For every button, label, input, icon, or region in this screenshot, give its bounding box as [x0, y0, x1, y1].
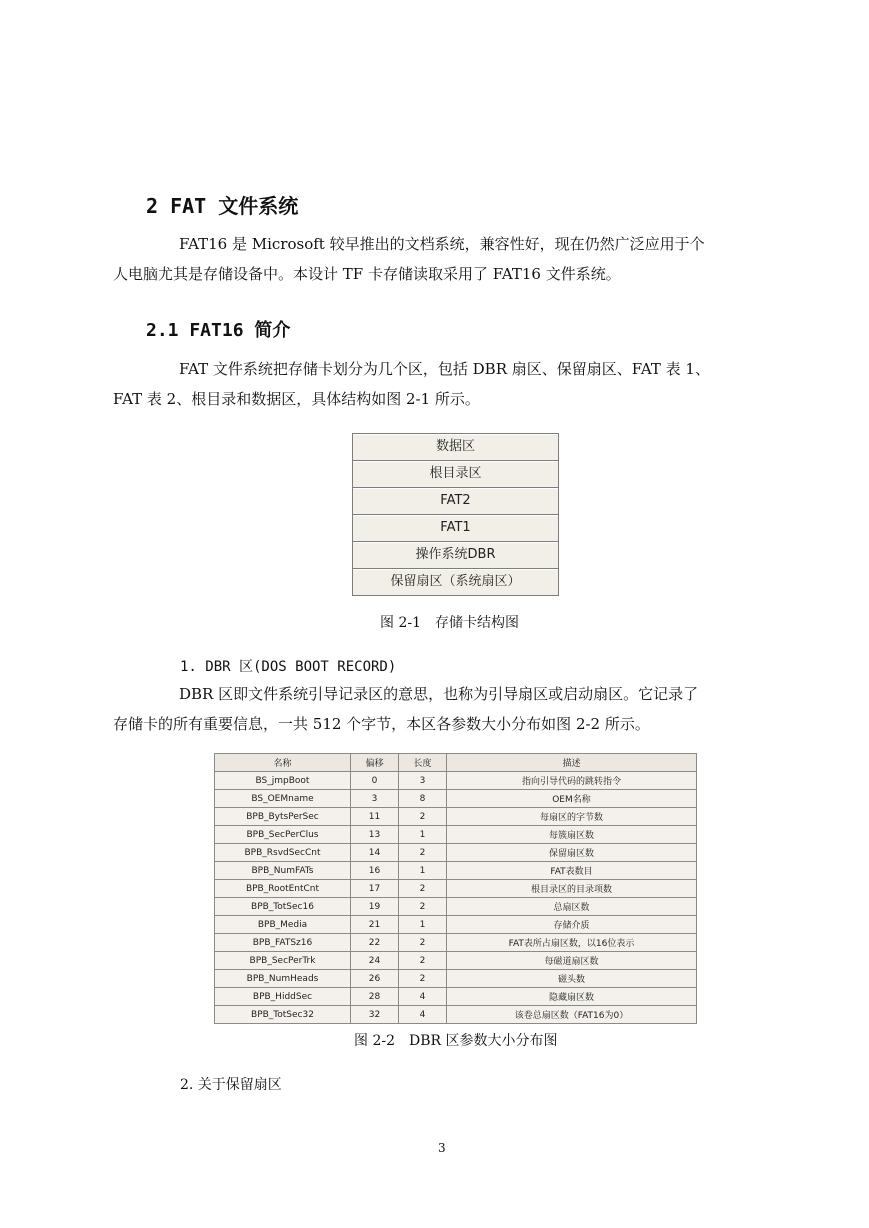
figure-cell-dbr: 操作系统DBR — [353, 542, 558, 569]
table-cell-offset: 17 — [351, 880, 399, 898]
table-cell-offset: 21 — [351, 916, 399, 934]
table-row — [215, 916, 697, 934]
table-cell-name: BPB_HiddSec — [215, 988, 351, 1006]
table-cell-length: 3 — [399, 772, 447, 790]
dbr-line-1: DBR 区即文件系统引导记录区的意思，也称为引导扇区或启动扇区。它记录了 — [179, 685, 699, 703]
table-cell-length: 2 — [399, 808, 447, 826]
table-cell-length: 2 — [399, 880, 447, 898]
table-cell-length: 2 — [399, 844, 447, 862]
table-row — [215, 880, 697, 898]
table-row — [215, 844, 697, 862]
table-cell-offset: 19 — [351, 898, 399, 916]
dbr-line-2: 存储卡的所有重要信息，一共 512 个字节，本区各参数大小分布如图 2-2 所示。 — [113, 715, 650, 733]
table-cell-offset: 11 — [351, 808, 399, 826]
table-cell-name: BPB_SecPerTrk — [215, 952, 351, 970]
intro-line-1: FAT16 是 Microsoft 较早推出的文档系统，兼容性好，现在仍然广泛应用于个 — [179, 235, 705, 253]
table-cell-description: 保留扇区数 — [447, 844, 697, 862]
table-cell-name: BPB_NumFATs — [215, 862, 351, 880]
table-cell-name: BS_jmpBoot — [215, 772, 351, 790]
table-cell-name: BPB_TotSec32 — [215, 1006, 351, 1024]
header-description: 描述 — [447, 754, 697, 772]
figure2-caption: 图 2-2 DBR 区参数大小分布图 — [354, 1033, 558, 1049]
table-cell-length: 2 — [399, 970, 447, 988]
storage-structure-figure — [352, 433, 559, 596]
figure-cell-fat1: FAT1 — [353, 515, 558, 542]
table-cell-offset: 16 — [351, 862, 399, 880]
table-cell-description: 指向引导代码的跳转指令 — [447, 772, 697, 790]
item1-title: 1. DBR 区(DOS BOOT RECORD) — [180, 659, 397, 675]
table-row — [215, 934, 697, 952]
table-cell-description: FAT表数目 — [447, 862, 697, 880]
fat-paragraph — [113, 354, 756, 414]
table-cell-offset: 28 — [351, 988, 399, 1006]
subsection-heading: 2.1 FAT16 简介 — [146, 320, 291, 341]
table-row — [215, 988, 697, 1006]
table-row — [215, 808, 697, 826]
table-row — [215, 862, 697, 880]
table-cell-length: 2 — [399, 952, 447, 970]
table-cell-length: 1 — [399, 916, 447, 934]
table-cell-length: 1 — [399, 862, 447, 880]
header-offset: 偏移 — [351, 754, 399, 772]
intro-line-2: 人电脑尤其是存储设备中。本设计 TF 卡存储读取采用了 FAT16 文件系统。 — [113, 265, 621, 283]
table-cell-description: 存储介质 — [447, 916, 697, 934]
table-cell-description: 磁头数 — [447, 970, 697, 988]
table-cell-description: 隐藏扇区数 — [447, 988, 697, 1006]
table-cell-offset: 3 — [351, 790, 399, 808]
header-name: 名称 — [215, 754, 351, 772]
table-cell-description: 每扇区的字节数 — [447, 808, 697, 826]
fat-line-1: FAT 文件系统把存储卡划分为几个区，包括 DBR 扇区、保留扇区、FAT 表 1、 — [179, 360, 710, 378]
table-row — [215, 1006, 697, 1024]
table-row — [215, 970, 697, 988]
fat-line-2: FAT 表 2、根目录和数据区，具体结构如图 2-1 所示。 — [113, 390, 480, 408]
table-header-row — [215, 754, 697, 772]
table-cell-description: 总扇区数 — [447, 898, 697, 916]
table-cell-name: BPB_NumHeads — [215, 970, 351, 988]
table-row — [215, 826, 697, 844]
table-cell-offset: 24 — [351, 952, 399, 970]
header-length: 长度 — [399, 754, 447, 772]
table-row — [215, 952, 697, 970]
table-cell-name: BPB_FATSz16 — [215, 934, 351, 952]
table-cell-name: BPB_Media — [215, 916, 351, 934]
table-row — [215, 790, 697, 808]
table-cell-length: 2 — [399, 934, 447, 952]
table-row — [215, 772, 697, 790]
section-heading: 2 FAT 文件系统 — [146, 194, 299, 218]
table-row — [215, 898, 697, 916]
table-cell-name: BPB_SecPerClus — [215, 826, 351, 844]
table-cell-offset: 22 — [351, 934, 399, 952]
table-cell-description: 每磁道扇区数 — [447, 952, 697, 970]
intro-paragraph — [113, 229, 756, 289]
figure-cell-root-dir: 根目录区 — [353, 461, 558, 488]
table-cell-length: 4 — [399, 1006, 447, 1024]
table-cell-length: 4 — [399, 988, 447, 1006]
table-cell-length: 1 — [399, 826, 447, 844]
item2-title: 2. 关于保留扇区 — [180, 1077, 282, 1093]
table-cell-offset: 0 — [351, 772, 399, 790]
table-cell-offset: 13 — [351, 826, 399, 844]
table-cell-name: BPB_RootEntCnt — [215, 880, 351, 898]
table-cell-description: 每簇扇区数 — [447, 826, 697, 844]
figure-cell-data-area: 数据区 — [353, 434, 558, 461]
figure1-caption: 图 2-1 存储卡结构图 — [380, 615, 519, 631]
table-cell-offset: 26 — [351, 970, 399, 988]
table-cell-description: FAT表所占扇区数，以16位表示 — [447, 934, 697, 952]
table-cell-description: OEM名称 — [447, 790, 697, 808]
table-cell-name: BPB_TotSec16 — [215, 898, 351, 916]
table-cell-length: 2 — [399, 898, 447, 916]
table-cell-offset: 14 — [351, 844, 399, 862]
figure-cell-fat2: FAT2 — [353, 488, 558, 515]
table-cell-name: BS_OEMname — [215, 790, 351, 808]
page-number: 3 — [438, 1141, 446, 1155]
dbr-paragraph — [113, 679, 756, 739]
table-cell-description: 该卷总扇区数（FAT16为0） — [447, 1006, 697, 1024]
table-cell-description: 根目录区的目录项数 — [447, 880, 697, 898]
dbr-parameter-table — [214, 753, 697, 1024]
table-cell-name: BPB_RsvdSecCnt — [215, 844, 351, 862]
figure-cell-reserved: 保留扇区（系统扇区） — [353, 569, 558, 595]
table-cell-name: BPB_BytsPerSec — [215, 808, 351, 826]
table-cell-offset: 32 — [351, 1006, 399, 1024]
table-cell-length: 8 — [399, 790, 447, 808]
